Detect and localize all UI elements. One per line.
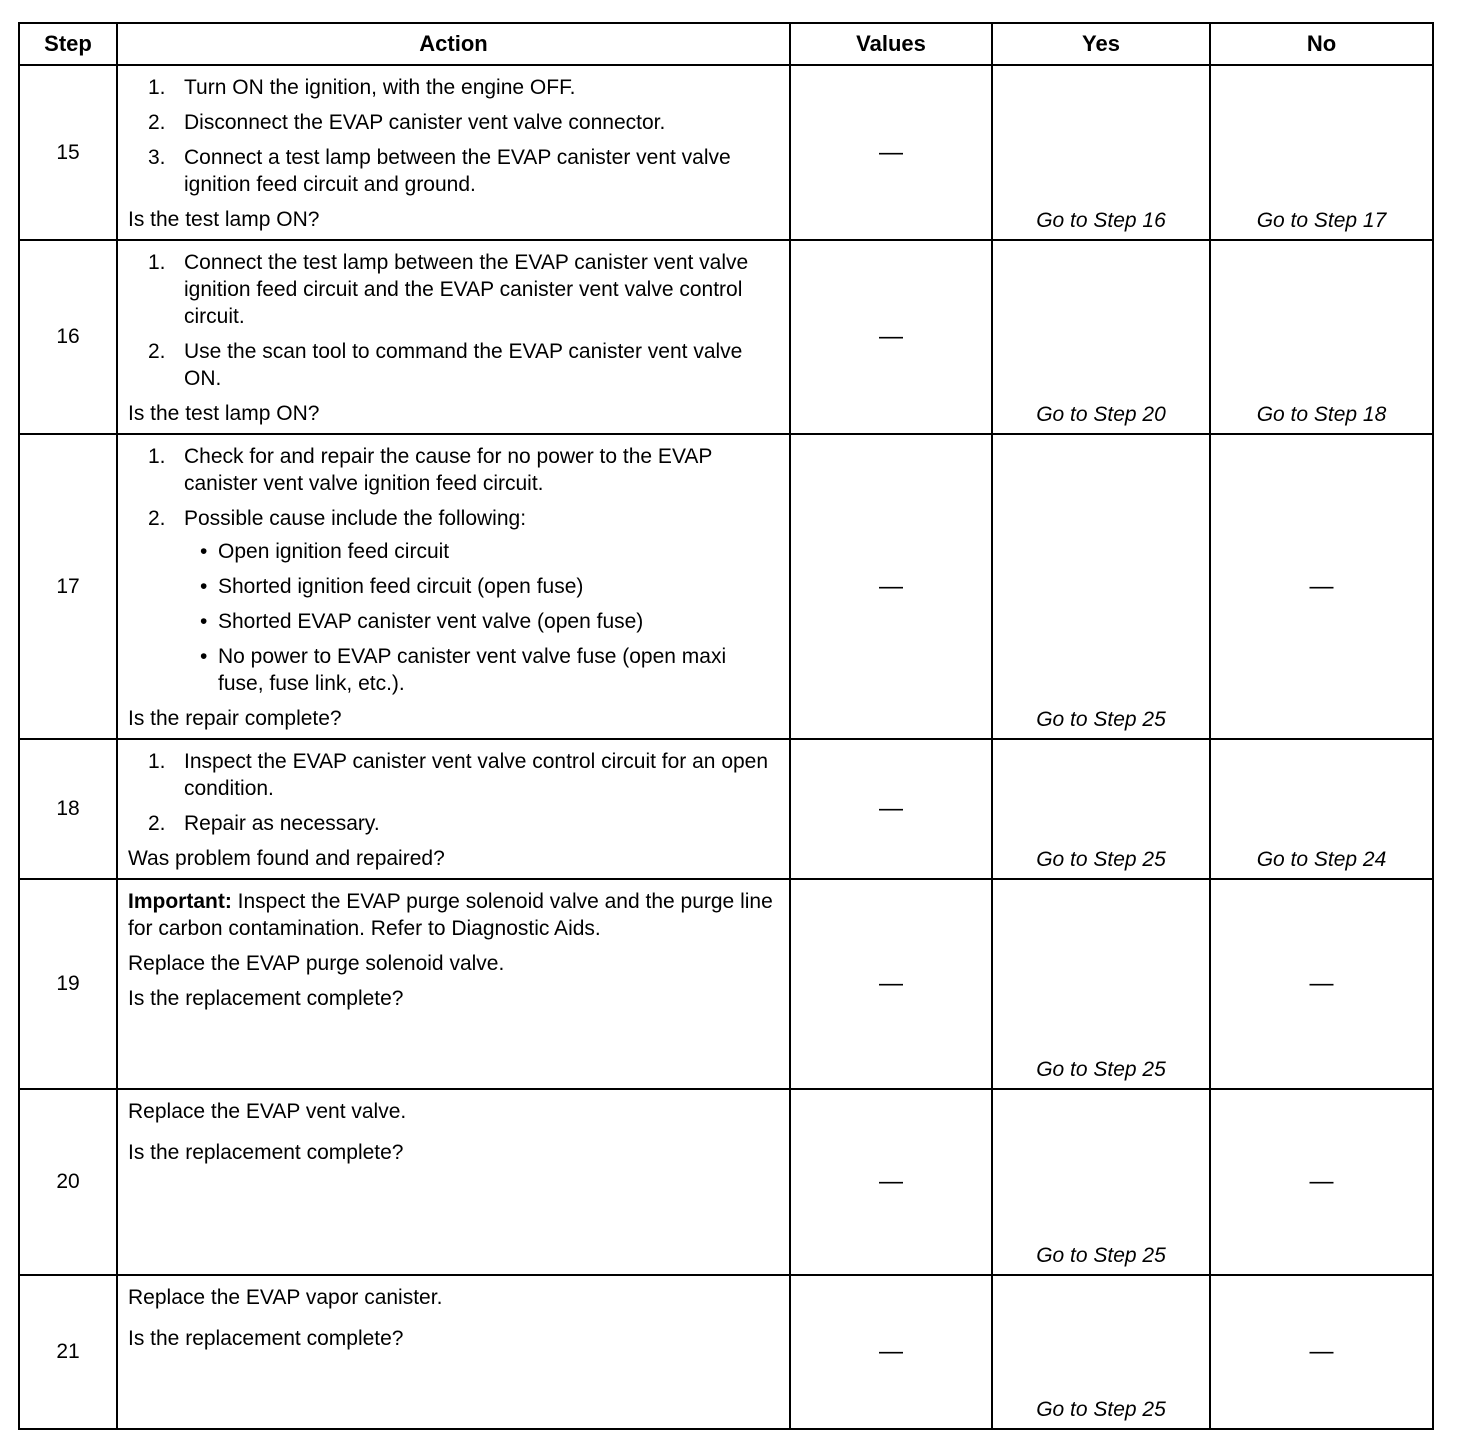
list-item: • Shorted ignition feed circuit (open fuse) [200, 575, 584, 598]
list-item: 1. Check for and repair the cause for no power to the EVAP canister vent valve ignition feed circuit. [148, 445, 713, 495]
no-cell: — [1210, 1275, 1433, 1429]
list-item: • Shorted EVAP canister vent valve (open fuse) [200, 610, 644, 633]
no-goto-link[interactable]: Go to Step 17 [1256, 209, 1387, 232]
action-cell [117, 879, 790, 1089]
action-steps-list [128, 443, 777, 697]
header-action: Action [117, 23, 790, 65]
action-cell [117, 65, 790, 240]
step-number: 21 [19, 1275, 117, 1429]
header-values: Values [790, 23, 992, 65]
header-no: No [1210, 23, 1433, 65]
values-cell: — [790, 240, 992, 434]
no-cell: — [1210, 879, 1433, 1089]
action-line: Replace the EVAP purge solenoid valve. [128, 952, 505, 975]
action-cell [117, 240, 790, 434]
yes-goto-link[interactable]: Go to Step 25 [1036, 848, 1166, 871]
action-steps-list [128, 249, 777, 392]
action-question: Is the replacement complete? [128, 987, 404, 1010]
values-cell: — [790, 434, 992, 739]
table-header-row [19, 23, 1433, 65]
action-steps-list [128, 74, 777, 198]
action-cell [117, 434, 790, 739]
step-number: 19 [19, 879, 117, 1089]
table-row-step-15 [19, 65, 1433, 240]
table-row-step-21 [19, 1275, 1433, 1429]
step-number: 20 [19, 1089, 117, 1275]
important-label: Important: [128, 890, 232, 913]
yes-cell [992, 240, 1210, 434]
list-item: 1. Connect the test lamp between the EVAP canister vent valve ignition feed circuit and the EVAP canister vent valve control circuit. [148, 251, 749, 328]
yes-cell [992, 879, 1210, 1089]
list-item: • Open ignition feed circuit [200, 540, 450, 563]
step-number: 17 [19, 434, 117, 739]
no-goto-link[interactable]: Go to Step 24 [1256, 848, 1387, 871]
list-item: 3. Connect a test lamp between the EVAP canister vent valve ignition feed circuit and ground. [148, 146, 731, 196]
table-row-step-20 [19, 1089, 1433, 1275]
table-row-step-18 [19, 739, 1433, 879]
yes-goto-link[interactable]: Go to Step 25 [1036, 1398, 1166, 1421]
yes-goto-link[interactable]: Go to Step 25 [1036, 1244, 1166, 1267]
yes-cell [992, 434, 1210, 739]
values-cell: — [790, 739, 992, 879]
values-cell: — [790, 879, 992, 1089]
list-item: 2. Repair as necessary. [148, 812, 380, 835]
yes-cell [992, 739, 1210, 879]
table-row-step-17 [19, 434, 1433, 739]
list-item: 2. Possible cause include the following: • Open ignition feed circuit • Shorted ignition feed circuit (open fuse) • Shorted EVAP canister vent valve (open fuse) • No power to EVAP canister vent valve fuse (open maxi fuse, fuse link, etc.). [128, 505, 777, 697]
action-cell [117, 1089, 790, 1275]
action-cell [117, 1275, 790, 1429]
action-question: Is the test lamp ON? [128, 208, 320, 231]
yes-goto-link[interactable]: Go to Step 25 [1036, 1058, 1166, 1081]
action-line: Replace the EVAP vent valve. [128, 1100, 407, 1123]
yes-goto-link[interactable]: Go to Step 25 [1036, 708, 1166, 731]
table-row-step-16 [19, 240, 1433, 434]
header-step: Step [19, 23, 117, 65]
no-cell: — [1210, 434, 1433, 739]
step-number: 16 [19, 240, 117, 434]
action-steps-list [128, 748, 777, 837]
diagnostic-table-page [18, 22, 1432, 1422]
action-question: Is the test lamp ON? [128, 402, 320, 425]
action-line: Replace the EVAP vapor canister. [128, 1286, 443, 1309]
no-cell: — [1210, 1089, 1433, 1275]
no-cell [1210, 240, 1433, 434]
values-cell: — [790, 1089, 992, 1275]
action-question: Was problem found and repaired? [128, 847, 445, 870]
important-text: Inspect the EVAP purge solenoid valve and the purge line for carbon contamination. Refer to Diagnostic Aids. [128, 890, 773, 940]
list-item: 2. Disconnect the EVAP canister vent valve connector. [148, 111, 666, 134]
header-yes: Yes [992, 23, 1210, 65]
action-question: Is the replacement complete? [128, 1141, 404, 1164]
yes-cell [992, 65, 1210, 240]
step-number: 18 [19, 739, 117, 879]
values-cell: — [790, 65, 992, 240]
possible-causes-list [184, 538, 777, 697]
no-cell [1210, 739, 1433, 879]
no-cell [1210, 65, 1433, 240]
step-number: 15 [19, 65, 117, 240]
list-item: 2. Use the scan tool to command the EVAP canister vent valve ON. [148, 340, 743, 390]
list-item: • No power to EVAP canister vent valve fuse (open maxi fuse, fuse link, etc.). [200, 645, 727, 695]
yes-goto-link[interactable]: Go to Step 16 [1036, 209, 1166, 232]
action-question: Is the repair complete? [128, 707, 342, 730]
action-cell [117, 739, 790, 879]
yes-cell [992, 1089, 1210, 1275]
action-question: Is the replacement complete? [128, 1327, 404, 1350]
list-item: 1. Turn ON the ignition, with the engine OFF. [148, 76, 576, 99]
yes-cell [992, 1275, 1210, 1429]
list-item: 1. Inspect the EVAP canister vent valve control circuit for an open condition. [148, 750, 769, 800]
no-goto-link[interactable]: Go to Step 18 [1256, 403, 1387, 426]
important-note [128, 888, 777, 942]
yes-goto-link[interactable]: Go to Step 20 [1036, 403, 1166, 426]
diagnostic-table [18, 22, 1434, 1430]
values-cell: — [790, 1275, 992, 1429]
table-row-step-19 [19, 879, 1433, 1089]
